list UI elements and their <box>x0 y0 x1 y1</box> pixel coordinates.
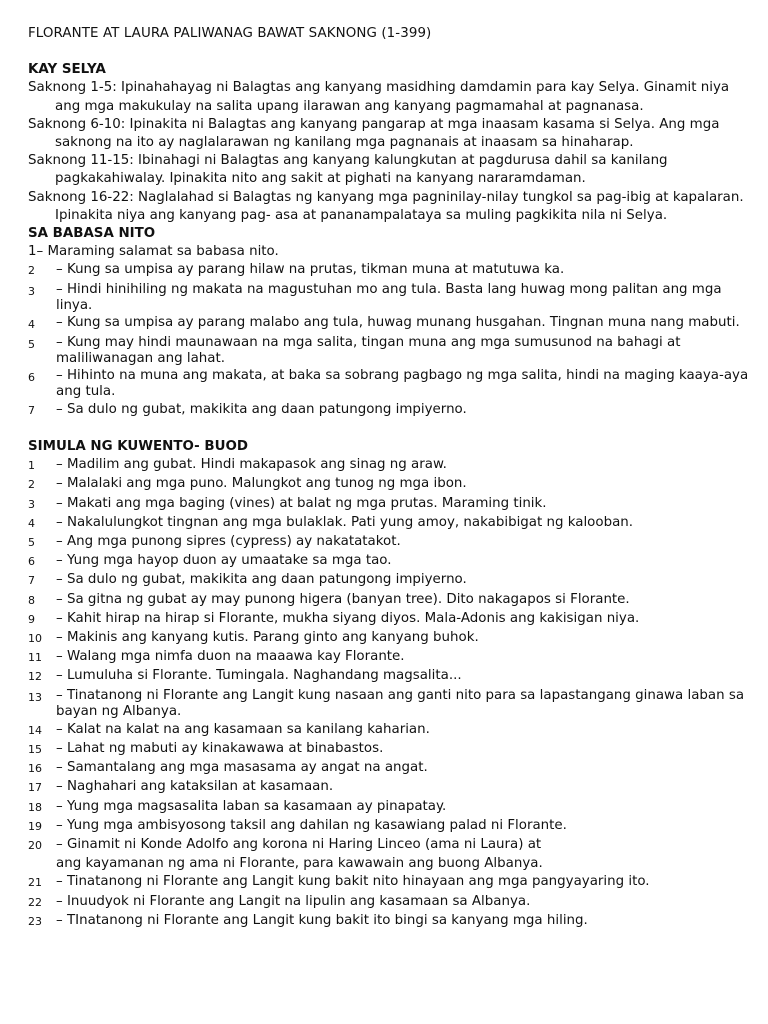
item-number: 11 <box>28 651 42 665</box>
item-number: 1 <box>28 459 35 473</box>
list-item <box>28 667 753 686</box>
item-text: – Nakalulungkot tingnan ang mga bulaklak. Pati yung amoy, nakabibigat ng kalooban. <box>56 514 634 530</box>
item-text: – Inuudyok ni Florante ang Langit na lipulin ang kasamaan sa Albanya. <box>56 893 531 909</box>
list-item <box>28 261 753 280</box>
item-number: 12 <box>28 670 42 684</box>
section-simula <box>28 438 753 931</box>
list-item <box>28 610 753 629</box>
list-item <box>28 629 753 648</box>
item-number: 14 <box>28 723 42 737</box>
item-text: – Makinis ang kanyang kutis. Parang ginto ang kanyang buhok. <box>56 630 479 646</box>
list-item <box>28 335 753 367</box>
item-text: – Naghahari ang kataksilan at kasamaan. <box>56 779 334 795</box>
list-item <box>28 315 753 334</box>
item-text: – Sa dulo ng gubat, makikita ang daan patungong impiyerno. <box>56 572 467 588</box>
list-item <box>28 778 753 797</box>
item-number: 6 <box>28 555 35 569</box>
saknong-entry: Saknong 6-10: Ipinakita ni Balagtas ang kanyang pangarap at mga inaasam kasama si Selya. Ang mga saknong na ito ay naglalarawan ng kanilang mga pagnanais at inaasam sa hinaharap. <box>28 116 720 151</box>
document-page <box>28 25 753 931</box>
list-item <box>28 571 753 590</box>
item-number: 4 <box>28 516 35 530</box>
item-text: – Madilim ang gubat. Hindi makapasok ang sinag ng araw. <box>56 457 447 473</box>
item-number: 2 <box>28 264 35 278</box>
section-sa-babasa <box>28 225 753 420</box>
item-text: – Kung sa umpisa ay parang malabo ang tula, huwag munang husgahan. Tingnan muna nang mabuti. <box>56 314 740 330</box>
list-item <box>28 759 753 778</box>
list-item <box>28 721 753 740</box>
item-number: 21 <box>28 876 42 890</box>
item-text: – Ginamit ni Konde Adolfo ang korona ni Haring Linceo (ama ni Laura) at <box>56 836 542 852</box>
item-text: – Yung mga magsasalita laban sa kasamaan ay pinapatay. <box>56 798 447 814</box>
item-number: 18 <box>28 800 42 814</box>
list-item <box>28 282 753 314</box>
item-number: 23 <box>28 914 42 928</box>
item-number: 3 <box>28 497 35 511</box>
item-number: 3 <box>28 284 35 298</box>
item-text: – Tinatanong ni Florante ang Langit kung bakit nito hinayaan ang mga pangyayaring ito. <box>56 874 650 890</box>
saknong-entry: Saknong 11-15: Ibinahagi ni Balagtas ang kanyang kalungkutan at pagdurusa dahil sa kanilang pagkakahiwalay. Ipinakita nito ang sakit at pighati na kanyang nararamdaman. <box>28 153 668 187</box>
item-text: – Lumuluha si Florante. Tumingala. Naghandang magsalita... <box>56 668 462 684</box>
document-title: FLORANTE AT LAURA PALIWANAG BAWAT SAKNONG (1-399) <box>28 26 432 41</box>
list-item <box>28 456 753 475</box>
item-number: 4 <box>28 317 35 331</box>
list-item <box>28 912 753 931</box>
item-number: 19 <box>28 819 42 833</box>
item-text: – Kung sa umpisa ay parang hilaw na prutas, tikman muna at matutuwa ka. <box>56 262 565 278</box>
list-item <box>28 798 753 817</box>
list-item <box>28 817 753 836</box>
section-kay-selya <box>28 61 753 225</box>
item-number: 8 <box>28 593 35 607</box>
item-number: 17 <box>28 781 42 795</box>
item-number: 5 <box>28 337 35 351</box>
list-item <box>28 401 753 420</box>
item-number: 5 <box>28 536 35 550</box>
item-text: – Lahat ng mabuti ay kinakawawa at binabastos. <box>56 740 384 756</box>
item-text: – Yung mga ambisyosong taksil ang dahilan ng kasawiang palad ni Florante. <box>56 817 567 833</box>
list-item <box>28 893 753 912</box>
item-text: – Kahit hirap na hirap si Florante, mukha siyang diyos. Mala-Adonis ang kakisigan niya. <box>56 610 640 626</box>
item-number: 2 <box>28 478 35 492</box>
list-item <box>28 836 753 855</box>
item-text: – Kung may hindi maunawaan na mga salita, tingan muna ang mga sumusunod na bahagi at maliliwanagan ang lahat. <box>56 334 681 366</box>
section-heading: SIMULA NG KUWENTO- BUOD <box>28 439 248 455</box>
item-number: 6 <box>28 370 35 384</box>
list-item <box>28 514 753 533</box>
item-number: 13 <box>28 690 42 704</box>
list-item <box>28 591 753 610</box>
section-spacer <box>28 420 753 438</box>
item-number: 7 <box>28 574 35 588</box>
item-text: – Makati ang mga baging (vines) at balat ng mga prutas. Maraming tinik. <box>56 495 547 511</box>
item-text: – Hindi hinihiling ng makata na magustuhan mo ang tula. Basta lang huwag mong palitan ang mga linya. <box>56 281 722 313</box>
item-number: 10 <box>28 632 42 646</box>
item-number: 9 <box>28 612 35 626</box>
item-text: – Malalaki ang mga puno. Malungkot ang tunog ng mga ibon. <box>56 476 467 492</box>
item-number: 15 <box>28 742 42 756</box>
saknong-entry: Saknong 16-22: Naglalahad si Balagtas ng kanyang mga pagninilay-nilay tungkol sa pag-ibig at kapalaran. Ipinakita niya ang kanyang pag- asa at pananampalataya sa muling pagkikita nila ni Selya. <box>28 189 744 223</box>
item-text: – Yung mga hayop duon ay umaatake sa mga tao. <box>56 553 392 569</box>
item-continuation: ang kayamanan ng ama ni Florante, para kawawain ang buong Albanya. <box>56 856 543 872</box>
saknong-entry: Saknong 1-5: Ipinahahayag ni Balagtas ang kanyang masidhing damdamin para kay Selya. Ginamit niya ang mga makukulay na salita upang ilarawan ang kanyang pagmamahal at pagnanasa. <box>28 80 730 114</box>
item-text: – Walang mga nimfa duon na maaawa kay Florante. <box>56 649 405 665</box>
item-text: – Tinatanong ni Florante ang Langit kung nasaan ang ganti nito para sa lapastangang ginawa laban sa bayan ng Albanya. <box>56 687 745 719</box>
item-text: – Samantalang ang mga masasama ay angat na angat. <box>56 760 428 776</box>
list-item <box>28 648 753 667</box>
section-heading: KAY SELYA <box>28 62 106 78</box>
list-item <box>28 368 753 400</box>
list-item <box>28 688 753 720</box>
list-item <box>28 495 753 514</box>
item-text: – Sa gitna ng gubat ay may punong higera (banyan tree). Dito nakagapos si Florante. <box>56 591 630 607</box>
list-item <box>28 552 753 571</box>
list-item: 1– Maraming salamat sa babasa nito. <box>28 244 279 260</box>
item-text: – Sa dulo ng gubat, makikita ang daan patungong impiyerno. <box>56 401 467 417</box>
item-text: – TInatanong ni Florante ang Langit kung bakit ito bingi sa kanyang mga hiling. <box>56 912 588 928</box>
item-number: 7 <box>28 403 35 417</box>
section-heading: SA BABASA NITO <box>28 226 156 242</box>
item-number: 20 <box>28 838 42 852</box>
list-item <box>28 873 753 892</box>
item-number: 22 <box>28 895 42 909</box>
list-item <box>28 475 753 494</box>
list-item <box>28 533 753 552</box>
item-text: – Ang mga punong sipres (cypress) ay nakatatakot. <box>56 534 401 550</box>
list-item <box>28 740 753 759</box>
item-text: – Kalat na kalat na ang kasamaan sa kanilang kaharian. <box>56 721 430 737</box>
item-number: 16 <box>28 762 42 776</box>
item-text: – Hihinto na muna ang makata, at baka sa sobrang pagbago ng mga salita, hindi na maging kaaya-aya ang tula. <box>56 367 749 399</box>
